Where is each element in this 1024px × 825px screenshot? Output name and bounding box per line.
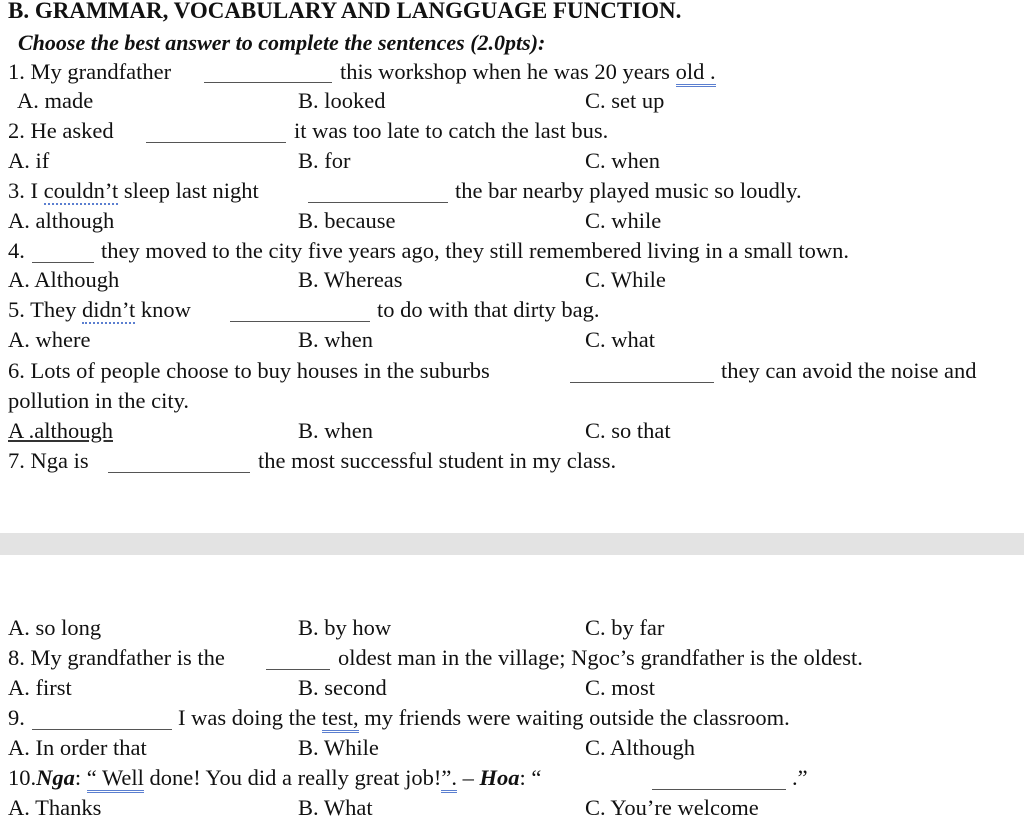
q1-option-a[interactable]: A. made [17, 88, 94, 113]
q5-text-end: to do with that dirty bag. [377, 297, 600, 322]
q1-option-b[interactable]: B. looked [298, 88, 386, 113]
q9-text-start: 9. [8, 705, 25, 730]
q9-option-c[interactable]: C. Although [585, 735, 696, 760]
q10-option-c[interactable]: C. You’re welcome [585, 795, 759, 820]
q1-blank[interactable] [204, 62, 332, 83]
q8-option-b[interactable]: B. second [298, 675, 387, 700]
q5-text-start: 5. They [8, 297, 77, 322]
q6-option-a[interactable] [8, 417, 113, 445]
q1-text-start: 1. My grandfather [8, 59, 172, 84]
instruction: Choose the best answer to complete the sentences (2.0pts): [18, 30, 546, 55]
section-title: B. GRAMMAR, VOCABULARY AND LANGGUAGE FUNCTION. [8, 0, 682, 23]
q4-text-start: 4. [8, 238, 25, 263]
q5-option-b[interactable]: B. when [298, 327, 373, 352]
q6-text-cont: pollution in the city. [8, 388, 190, 413]
q5-option-c[interactable]: C. what [585, 327, 655, 352]
q6-text-start: 6. Lots of people choose to buy houses in the suburbs [8, 358, 490, 383]
q10-text: done! You did a really great job! [149, 765, 442, 790]
q7-option-a[interactable]: A. so long [8, 615, 102, 640]
q9-option-a[interactable]: A. In order that [8, 735, 147, 760]
q1-underlined-word: old . [676, 59, 716, 87]
q9-blank[interactable] [32, 709, 172, 730]
q8-option-a[interactable]: A. first [8, 675, 72, 700]
q5-underlined-word: didn’t [81, 297, 136, 322]
q8-text-end: oldest man in the village; Ngoc’s grandfather is the oldest. [338, 645, 863, 670]
q3-blank[interactable] [308, 182, 448, 203]
q1-text-mid: this workshop when he was 20 years [340, 59, 670, 84]
q8-option-c[interactable]: C. most [585, 675, 656, 700]
q6-option-c[interactable]: C. so that [585, 418, 671, 443]
q4-option-c[interactable]: C. While [585, 267, 666, 292]
q9-option-b[interactable]: B. While [298, 735, 379, 760]
q10-option-a[interactable]: A. Thanks [8, 795, 102, 820]
q10-underlined-well: “ Well [87, 765, 144, 793]
q2-text-end: it was too late to catch the last bus. [294, 118, 609, 143]
q3-text-start: 3. I [8, 178, 38, 203]
question-1 [8, 58, 171, 86]
q10-speaker-nga: Nga [36, 765, 75, 790]
q3-option-a[interactable]: A. although [8, 208, 115, 233]
question-9 [178, 704, 790, 732]
q10-speaker-hoa: Hoa [479, 765, 520, 790]
q5-text-mid: know [140, 297, 191, 322]
q4-option-b[interactable]: B. Whereas [298, 267, 403, 292]
q6-option-b[interactable]: B. when [298, 418, 373, 443]
q9-text-mid: I was doing the [178, 705, 317, 730]
q10-close-quote: .” [792, 765, 808, 790]
q10-option-b[interactable]: B. What [298, 795, 373, 820]
q3-text-mid: sleep last night [123, 178, 259, 203]
q5-option-a[interactable]: A. where [8, 327, 91, 352]
question-5 [8, 296, 191, 324]
page-break-divider [0, 533, 1024, 555]
q10-colon: : [74, 765, 82, 790]
q3-underlined-word: couldn’t [43, 178, 119, 203]
q8-text-start: 8. My grandfather is the [8, 645, 225, 670]
question-10 [8, 764, 541, 792]
q3-option-b[interactable]: B. because [298, 208, 396, 233]
q3-option-c[interactable]: C. while [585, 208, 662, 233]
q2-option-b[interactable]: B. for [298, 148, 351, 173]
q4-blank[interactable] [32, 242, 94, 263]
q10-number: 10. [8, 765, 37, 790]
q3-text-end: the bar nearby played music so loudly. [455, 178, 802, 203]
q7-option-b[interactable]: B. by how [298, 615, 392, 640]
q2-option-c[interactable]: C. when [585, 148, 660, 173]
q7-text-end: the most successful student in my class. [258, 448, 617, 473]
q2-option-a[interactable]: A. if [8, 148, 50, 173]
q6-text-end: they can avoid the noise and [721, 358, 977, 383]
q10-open-quote: : “ [519, 765, 542, 790]
q9-text-end: my friends were waiting outside the classroom. [364, 705, 790, 730]
q4-text-end: they moved to the city five years ago, they still remembered living in a small town. [101, 238, 849, 263]
q2-blank[interactable] [146, 122, 286, 143]
q10-dash: – [462, 765, 474, 790]
q5-blank[interactable] [230, 301, 370, 322]
q2-text-start: 2. He asked [8, 118, 114, 143]
question-3 [8, 177, 259, 205]
q7-blank[interactable] [108, 452, 250, 473]
q7-option-c[interactable]: C. by far [585, 615, 665, 640]
q1-text-end [340, 58, 716, 86]
q1-option-c[interactable]: C. set up [585, 88, 665, 113]
q7-text-start: 7. Nga is [8, 448, 89, 473]
q9-underlined-word: test, [322, 705, 359, 733]
q6-blank[interactable] [570, 362, 714, 383]
q4-option-a[interactable]: A. Although [8, 267, 120, 292]
q6-option-a-label: A .although [8, 418, 113, 443]
q8-blank[interactable] [266, 649, 330, 670]
q10-underlined-quote: ”. [441, 765, 457, 793]
q10-blank[interactable] [652, 769, 786, 790]
